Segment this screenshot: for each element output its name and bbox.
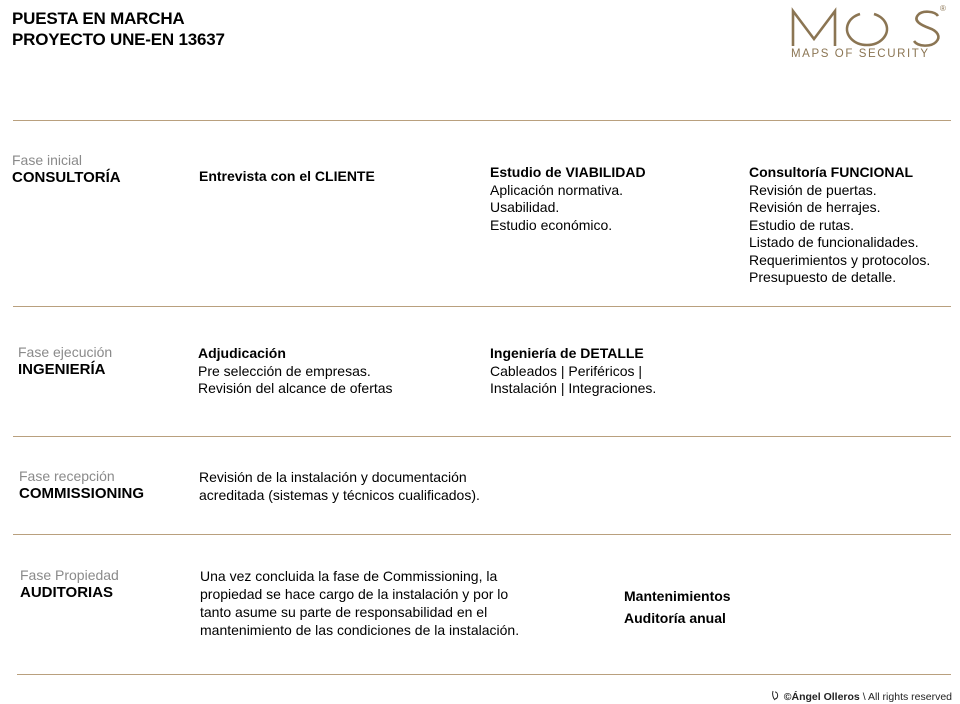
block-line: Requerimientos y protocolos. bbox=[749, 251, 931, 268]
block-heading: Entrevista con el CLIENTE bbox=[199, 168, 375, 184]
block-heading: Estudio de VIABILIDAD bbox=[490, 164, 646, 180]
block-line: Estudio económico. bbox=[490, 216, 613, 233]
block-heading: Consultoría FUNCIONAL bbox=[749, 164, 914, 180]
item-auditoria-anual: Auditoría anual bbox=[624, 610, 726, 626]
logo-tagline: MAPS OF SECURITY bbox=[791, 48, 930, 60]
block-line: Aplicación normativa. bbox=[490, 181, 624, 198]
auditorias-description bbox=[200, 567, 519, 639]
block-line: Usabilidad. bbox=[490, 199, 560, 215]
phase-commissioning-label bbox=[19, 468, 144, 503]
text-line: tanto asume su parte de responsabilidad en el bbox=[200, 604, 488, 620]
phase-ingenieria-label bbox=[18, 344, 112, 379]
block-line: Estudio de rutas. bbox=[749, 216, 855, 233]
mos-logo-mark bbox=[790, 4, 950, 50]
block-adjudicacion bbox=[198, 345, 393, 398]
phase-name: COMMISSIONING bbox=[19, 485, 145, 502]
page-title bbox=[12, 8, 225, 50]
footer-rights: All rights reserved bbox=[867, 690, 952, 703]
phase-stage: Fase ejecución bbox=[18, 344, 113, 360]
phase-auditorias-label bbox=[20, 567, 119, 602]
block-entrevista bbox=[199, 168, 375, 186]
title-line-2: PROYECTO UNE-EN 13637 bbox=[12, 30, 225, 49]
block-viabilidad bbox=[490, 164, 646, 234]
registered-mark: ® bbox=[940, 4, 946, 13]
block-line: Instalación | Integraciones. bbox=[490, 380, 657, 396]
block-line: Listado de funcionalidades. bbox=[749, 234, 919, 250]
phase-consultoria-label bbox=[12, 152, 121, 187]
mos-logo bbox=[790, 4, 950, 64]
phase-name: AUDITORIAS bbox=[20, 584, 114, 601]
block-heading: Adjudicación bbox=[198, 345, 286, 361]
block-line: Presupuesto de detalle. bbox=[749, 269, 897, 285]
block-funcional bbox=[749, 164, 930, 287]
divider-3 bbox=[13, 436, 951, 437]
text-line: mantenimiento de las condiciones de la instalación. bbox=[200, 622, 520, 638]
title-line-1: PUESTA EN MARCHA bbox=[12, 9, 185, 28]
divider-5 bbox=[17, 674, 951, 675]
phase-stage: Fase Propiedad bbox=[20, 567, 119, 583]
block-line: Cableados | Periféricos | bbox=[490, 362, 643, 379]
footer-author: ©Ángel Olleros bbox=[783, 690, 860, 703]
divider-1 bbox=[13, 120, 951, 121]
block-line: Pre selección de empresas. bbox=[198, 362, 371, 379]
block-detalle bbox=[490, 345, 656, 398]
block-line: Revisión de herrajes. bbox=[749, 199, 881, 215]
footer-separator: \ bbox=[862, 690, 866, 703]
commissioning-description bbox=[199, 468, 480, 504]
text-line: Una vez concluida la fase de Commissioning, la bbox=[200, 568, 498, 584]
divider-2 bbox=[13, 306, 951, 307]
divider-4 bbox=[13, 534, 951, 535]
block-heading: Ingeniería de DETALLE bbox=[490, 345, 644, 361]
phase-name: CONSULTORÍA bbox=[12, 169, 121, 186]
phase-name: INGENIERÍA bbox=[18, 361, 106, 378]
phase-stage: Fase recepción bbox=[19, 468, 115, 484]
text-line: acreditada (sistemas y técnicos cualificados). bbox=[199, 487, 480, 503]
block-line: Revisión de puertas. bbox=[749, 181, 877, 198]
item-mantenimientos: Mantenimientos bbox=[624, 588, 731, 604]
phase-stage: Fase inicial bbox=[12, 152, 83, 168]
text-line: Revisión de la instalación y documentación bbox=[199, 469, 467, 485]
footer-copyright bbox=[771, 690, 952, 704]
signature-icon bbox=[771, 690, 781, 704]
auditorias-items bbox=[624, 585, 731, 629]
block-line: Revisión del alcance de ofertas bbox=[198, 380, 393, 396]
text-line: propiedad se hace cargo de la instalación y por lo bbox=[200, 586, 509, 602]
